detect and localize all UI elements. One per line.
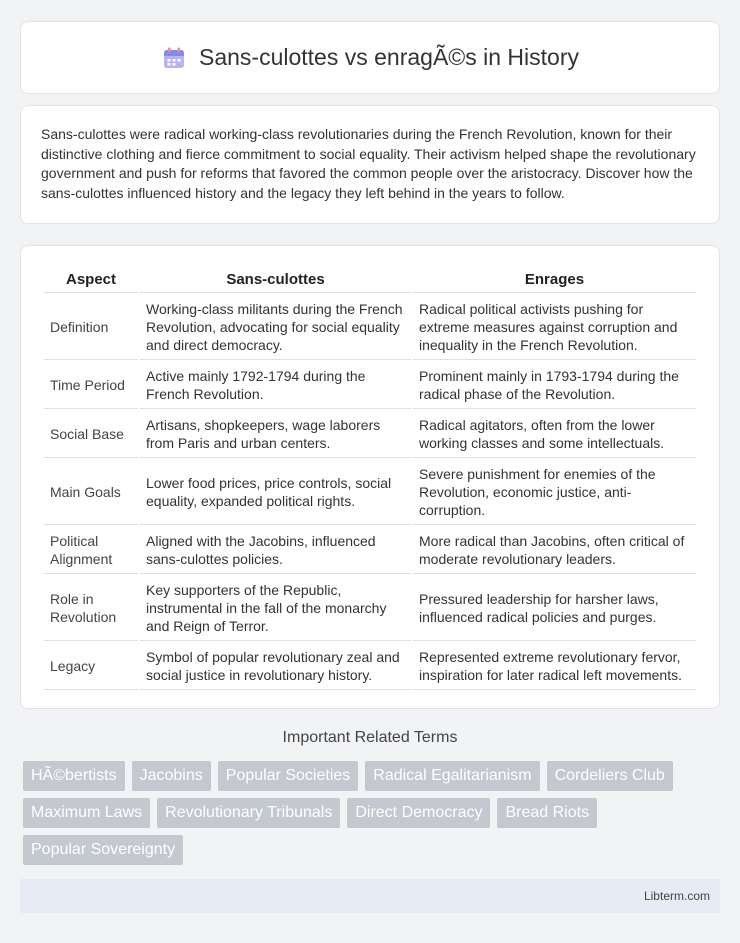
row-aspect: Time Period: [44, 362, 138, 409]
row-enrages: Pressured leadership for harsher laws, influenced radical policies and purges.: [413, 576, 696, 641]
row-aspect: Social Base: [44, 411, 138, 458]
row-sans-culottes: Active mainly 1792-1794 during the French Revolution.: [140, 362, 411, 409]
related-term-tag[interactable]: Jacobins: [132, 761, 211, 791]
table-row: [44, 362, 696, 409]
table-row: [44, 527, 696, 574]
table-row: [44, 411, 696, 458]
row-sans-culottes: Symbol of popular revolutionary zeal and social justice in revolutionary history.: [140, 643, 411, 690]
row-sans-culottes: Working-class militants during the French Revolution, advocating for social equality and direct democracy.: [140, 295, 411, 360]
related-terms-list: [23, 761, 703, 865]
row-enrages: Severe punishment for enemies of the Revolution, economic justice, anti-corruption.: [413, 460, 696, 525]
related-term-tag[interactable]: Popular Sovereignty: [23, 835, 183, 865]
row-enrages: More radical than Jacobins, often critical of moderate revolutionary leaders.: [413, 527, 696, 574]
related-term-tag[interactable]: Direct Democracy: [347, 798, 490, 828]
row-enrages: Radical political activists pushing for extreme measures against corruption and inequality in the French Revolution.: [413, 295, 696, 360]
table-row: [44, 643, 696, 690]
related-term-tag[interactable]: Bread Riots: [497, 798, 597, 828]
related-term-tag[interactable]: Revolutionary Tribunals: [157, 798, 340, 828]
column-header-aspect: Aspect: [44, 266, 138, 293]
table-row: [44, 295, 696, 360]
related-term-tag[interactable]: HÃ©bertists: [23, 761, 125, 791]
row-sans-culottes: Key supporters of the Republic, instrumental in the fall of the monarchy and Reign of Terror.: [140, 576, 411, 641]
related-term-tag[interactable]: Popular Societies: [218, 761, 359, 791]
related-term-tag[interactable]: Radical Egalitarianism: [365, 761, 539, 791]
row-enrages: Represented extreme revolutionary fervor, inspiration for later radical left movements.: [413, 643, 696, 690]
comparison-table: [42, 264, 698, 692]
related-terms-title: Important Related Terms: [282, 729, 458, 746]
header-card: [20, 21, 720, 94]
footer: [20, 879, 720, 913]
related-term-tag[interactable]: Cordeliers Club: [547, 761, 673, 791]
row-enrages: Radical agitators, often from the lower working classes and some intellectuals.: [413, 411, 696, 458]
comparison-card: [20, 245, 720, 709]
intro-text: Sans-culottes were radical working-class revolutionaries during the French Revolution, known for their distinctive clothing and fierce commitment to social equality. Their activism helped shape the revolutionary government and push for reforms that favored the common people over the aristocracy. Discover how the sans-culottes influenced history and the legacy they left behind in the years to follow.: [41, 126, 696, 201]
table-row: [44, 576, 696, 641]
row-aspect: Main Goals: [44, 460, 138, 525]
row-aspect: Political Alignment: [44, 527, 138, 574]
column-header-sans-culottes: Sans-culottes: [140, 266, 411, 293]
footer-site-link[interactable]: Libterm.com: [643, 889, 710, 903]
page-title: Sans-culottes vs enragÃ©s in History: [199, 44, 579, 70]
row-aspect: Role in Revolution: [44, 576, 138, 641]
related-term-tag[interactable]: Maximum Laws: [23, 798, 150, 828]
row-sans-culottes: Aligned with the Jacobins, influenced sans-culottes policies.: [140, 527, 411, 574]
row-aspect: Legacy: [44, 643, 138, 690]
table-row: [44, 460, 696, 525]
row-aspect: Definition: [44, 295, 138, 360]
row-sans-culottes: Lower food prices, price controls, social equality, expanded political rights.: [140, 460, 411, 525]
row-sans-culottes: Artisans, shopkeepers, wage laborers from Paris and urban centers.: [140, 411, 411, 458]
calendar-icon: [161, 45, 187, 71]
column-header-enrages: Enrages: [413, 266, 696, 293]
intro-card: [20, 105, 720, 224]
row-enrages: Prominent mainly in 1793-1794 during the radical phase of the Revolution.: [413, 362, 696, 409]
table-header-row: [44, 266, 696, 293]
